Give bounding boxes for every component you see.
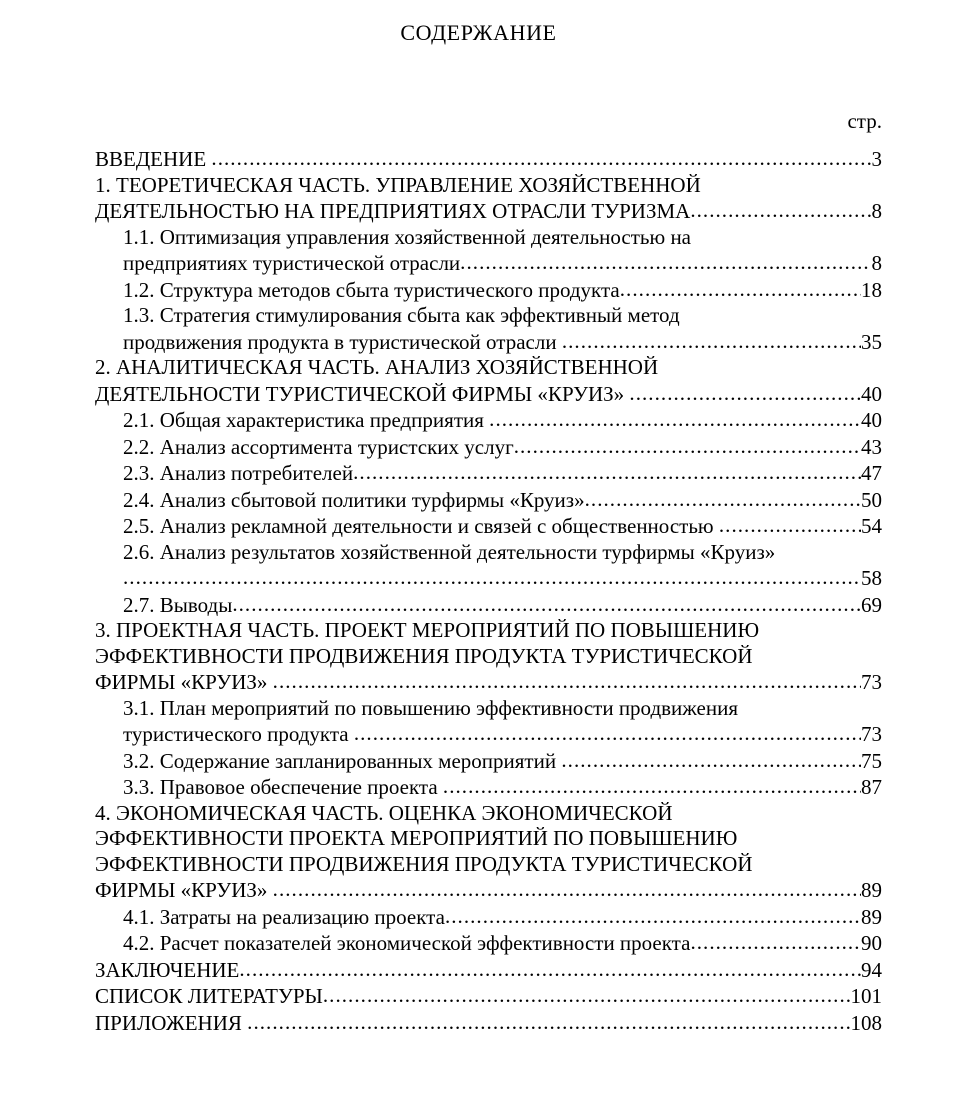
toc-entry-wrapped-line <box>95 618 882 644</box>
toc-dot-leader <box>323 983 850 1009</box>
toc-entry-wrapped-line <box>123 303 882 329</box>
toc-entry-final-line <box>123 721 882 748</box>
toc-dot-leader <box>353 460 860 486</box>
toc-entry-final-line <box>123 250 882 277</box>
toc-page-number: 58 <box>861 566 882 590</box>
toc-page-number: 75 <box>861 748 882 773</box>
toc-entry-label: 2.3. Анализ потребителей <box>123 461 354 485</box>
toc-entry-final-line <box>123 513 882 540</box>
toc-dot-leader <box>690 198 871 224</box>
toc-entry-final-line <box>123 774 882 801</box>
toc-entry[interactable] <box>95 460 882 487</box>
toc-page-number: 8 <box>871 251 882 275</box>
toc-entry-final-line <box>123 329 882 356</box>
toc-entry-label: 4. ЭКОНОМИЧЕСКАЯ ЧАСТЬ. ОЦЕНКА ЭКОНОМИЧЕСКОЙ <box>95 800 673 825</box>
toc-entry-wrapped-line <box>123 696 882 722</box>
toc-entry-label: туристического продукта <box>123 722 354 746</box>
toc-entry-final-line <box>123 434 882 461</box>
toc-dot-leader <box>460 250 871 276</box>
toc-entry-final-line <box>95 983 882 1010</box>
toc-entry[interactable] <box>95 774 882 801</box>
toc-entry-label: ЗАКЛЮЧЕНИЕ <box>95 957 240 982</box>
toc-entry-label: 2.6. Анализ результатов хозяйственной деятельности турфирмы «Круиз» <box>123 539 776 564</box>
toc-page-number: 89 <box>861 878 882 902</box>
toc-entry-label: ФИРМЫ «КРУИЗ» <box>95 878 273 902</box>
toc-entry-label: 1.1. Оптимизация управления хозяйственной деятельностью на <box>123 224 692 249</box>
toc-page-number: 90 <box>861 931 882 955</box>
toc-entry-final-line <box>123 407 882 434</box>
toc-dot-leader <box>514 434 861 460</box>
toc-entry-wrapped-line <box>95 826 882 852</box>
page-number-column-header: стр. <box>847 109 882 133</box>
toc-entry[interactable] <box>95 303 882 355</box>
toc-page-number: 18 <box>861 277 882 302</box>
toc-dot-leader <box>489 407 860 433</box>
toc-entry[interactable] <box>95 513 882 540</box>
toc-entry-label: СПИСОК ЛИТЕРАТУРЫ <box>95 984 323 1008</box>
toc-dot-leader <box>211 146 871 172</box>
toc-entry-wrapped-line <box>123 540 882 566</box>
toc-entry-wrapped-line <box>95 355 882 381</box>
toc-page-number: 54 <box>861 514 882 538</box>
toc-dot-leader <box>690 930 860 956</box>
toc-entry-final-line <box>123 748 882 775</box>
toc-entry-label: предприятиях туристической отрасли <box>123 251 461 275</box>
toc-dot-leader <box>443 774 861 800</box>
toc-entry-label: ЭФФЕКТИВНОСТИ ПРОДВИЖЕНИЯ ПРОДУКТА ТУРИСТИЧЕСКОЙ <box>95 851 753 876</box>
toc-entry-label: ДЕЯТЕЛЬНОСТИ ТУРИСТИЧЕСКОЙ ФИРМЫ «КРУИЗ» <box>95 381 630 406</box>
toc-entry-wrapped-line <box>95 173 882 199</box>
toc-entry[interactable] <box>95 983 882 1010</box>
toc-entry[interactable] <box>95 173 882 225</box>
toc-page-number: 69 <box>861 592 882 617</box>
toc-entry-label: 2.1. Общая характеристика предприятия <box>123 408 490 432</box>
toc-dot-leader <box>239 957 860 983</box>
toc-entry-label: ФИРМЫ «КРУИЗ» <box>95 670 273 694</box>
toc-entry-label: 2.4. Анализ сбытовой политики турфирмы «Круиз» <box>123 487 585 512</box>
toc-entry-final-line <box>95 146 882 173</box>
toc-entry-label: 3.3. Правовое обеспечение проекта <box>123 775 443 799</box>
toc-entry[interactable] <box>95 225 882 277</box>
toc-page-number: 3 <box>871 147 882 171</box>
toc-entry[interactable] <box>95 277 882 304</box>
toc-dot-leader <box>273 669 861 695</box>
toc-entry[interactable] <box>95 957 882 984</box>
toc-entry-final-line <box>123 487 882 514</box>
toc-entry-label: 1. ТЕОРЕТИЧЕСКАЯ ЧАСТЬ. УПРАВЛЕНИЕ ХОЗЯЙСТВЕННОЙ <box>95 172 701 197</box>
toc-dot-leader <box>247 1010 850 1036</box>
toc-entry-label: 2.5. Анализ рекламной деятельности и связей с общественностью <box>123 514 719 538</box>
toc-dot-leader <box>123 565 861 591</box>
toc-dot-leader <box>354 721 861 747</box>
toc-entry-label: ПРИЛОЖЕНИЯ <box>95 1010 248 1035</box>
toc-page-number: 40 <box>861 408 882 432</box>
toc-page-number: 108 <box>850 1010 882 1035</box>
toc-page-number: 8 <box>871 199 882 223</box>
toc-entry[interactable] <box>95 355 882 407</box>
toc-entry-final-line <box>123 565 882 592</box>
toc-entry-final-line <box>123 904 882 931</box>
toc-entry-final-line <box>95 198 882 225</box>
toc-entry-wrapped-line <box>95 644 882 670</box>
toc-page-number: 43 <box>861 434 882 459</box>
toc-page-number: 47 <box>861 461 882 485</box>
toc-entry-label: ВВЕДЕНИЕ <box>95 147 212 171</box>
toc-page-number: 40 <box>861 381 882 406</box>
toc-entry-label: 4.2. Расчет показателей экономической эффективности проекта <box>123 931 691 955</box>
toc-page-number: 50 <box>861 487 882 512</box>
toc-page-number: 101 <box>850 984 882 1008</box>
toc-page-number: 89 <box>861 904 882 929</box>
toc-entry-final-line <box>95 1010 882 1037</box>
toc-entry-label: 1.2. Структура методов сбыта туристического продукта <box>123 277 620 302</box>
page-title: СОДЕРЖАНИЕ <box>400 20 557 45</box>
toc-entry[interactable] <box>95 540 882 592</box>
toc-dot-leader <box>562 329 861 355</box>
toc-page-number: 87 <box>861 775 882 799</box>
toc-entry-final-line <box>95 381 882 408</box>
toc-entry-label: ЭФФЕКТИВНОСТИ ПРОДВИЖЕНИЯ ПРОДУКТА ТУРИСТИЧЕСКОЙ <box>95 643 753 668</box>
toc-entry[interactable] <box>95 748 882 775</box>
toc-entry[interactable] <box>95 407 882 434</box>
toc-entry[interactable] <box>95 930 882 957</box>
toc-dot-leader <box>620 277 861 303</box>
toc-entry-label: продвижения продукта в туристической отрасли <box>123 329 562 354</box>
toc-page-number: 73 <box>861 722 882 746</box>
toc-entry[interactable] <box>95 801 882 904</box>
toc-dot-leader <box>719 513 861 539</box>
toc-entry[interactable] <box>95 696 882 748</box>
toc-entry-final-line <box>123 277 882 304</box>
toc-dot-leader <box>629 381 860 407</box>
toc-entry[interactable] <box>95 434 882 461</box>
toc-entry-label: ДЕЯТЕЛЬНОСТЬЮ НА ПРЕДПРИЯТИЯХ ОТРАСЛИ ТУРИЗМА <box>95 199 691 223</box>
toc-entry[interactable] <box>95 487 882 514</box>
toc-entry-label: 1.3. Стратегия стимулирования сбыта как эффективный метод <box>123 303 680 327</box>
toc-entry-final-line <box>123 592 882 619</box>
toc-dot-leader <box>232 592 860 618</box>
toc-entry-wrapped-line <box>95 852 882 878</box>
toc-entry[interactable] <box>95 618 882 696</box>
toc-entry-label: 3. ПРОЕКТНАЯ ЧАСТЬ. ПРОЕКТ МЕРОПРИЯТИЙ ПО ПОВЫШЕНИЮ <box>95 618 760 642</box>
toc-entry[interactable] <box>95 904 882 931</box>
toc-entry[interactable] <box>95 1010 882 1037</box>
toc-dot-leader <box>445 904 861 930</box>
toc-entry-label: ЭФФЕКТИВНОСТИ ПРОЕКТА МЕРОПРИЯТИЙ ПО ПОВЫШЕНИЮ <box>95 826 738 850</box>
table-of-contents <box>95 146 882 1036</box>
toc-entry-final-line <box>123 460 882 487</box>
toc-dot-leader <box>585 487 861 513</box>
toc-entry-label: 2. АНАЛИТИЧЕСКАЯ ЧАСТЬ. АНАЛИЗ ХОЗЯЙСТВЕННОЙ <box>95 355 659 379</box>
toc-entry-final-line <box>95 957 882 984</box>
toc-page-number: 35 <box>861 329 882 354</box>
toc-entry-label: 3.1. План мероприятий по повышению эффективности продвижения <box>123 695 738 720</box>
toc-entry-label: 2.7. Выводы <box>123 592 233 617</box>
toc-entry-final-line <box>95 877 882 904</box>
toc-page-number: 73 <box>861 670 882 694</box>
toc-dot-leader <box>561 748 860 774</box>
toc-entry-label: 2.2. Анализ ассортимента туристских услуг <box>123 434 514 459</box>
toc-entry[interactable] <box>95 146 882 173</box>
toc-entry-wrapped-line <box>95 801 882 827</box>
toc-entry-label: 4.1. Затраты на реализацию проекта <box>123 904 445 929</box>
toc-entry-final-line <box>123 930 882 957</box>
toc-entry-wrapped-line <box>123 225 882 251</box>
toc-page-number: 94 <box>861 957 882 982</box>
toc-dot-leader <box>273 877 861 903</box>
toc-entry[interactable] <box>95 592 882 619</box>
toc-entry-label: 3.2. Содержание запланированных мероприятий <box>123 748 562 773</box>
toc-entry-final-line <box>95 669 882 696</box>
